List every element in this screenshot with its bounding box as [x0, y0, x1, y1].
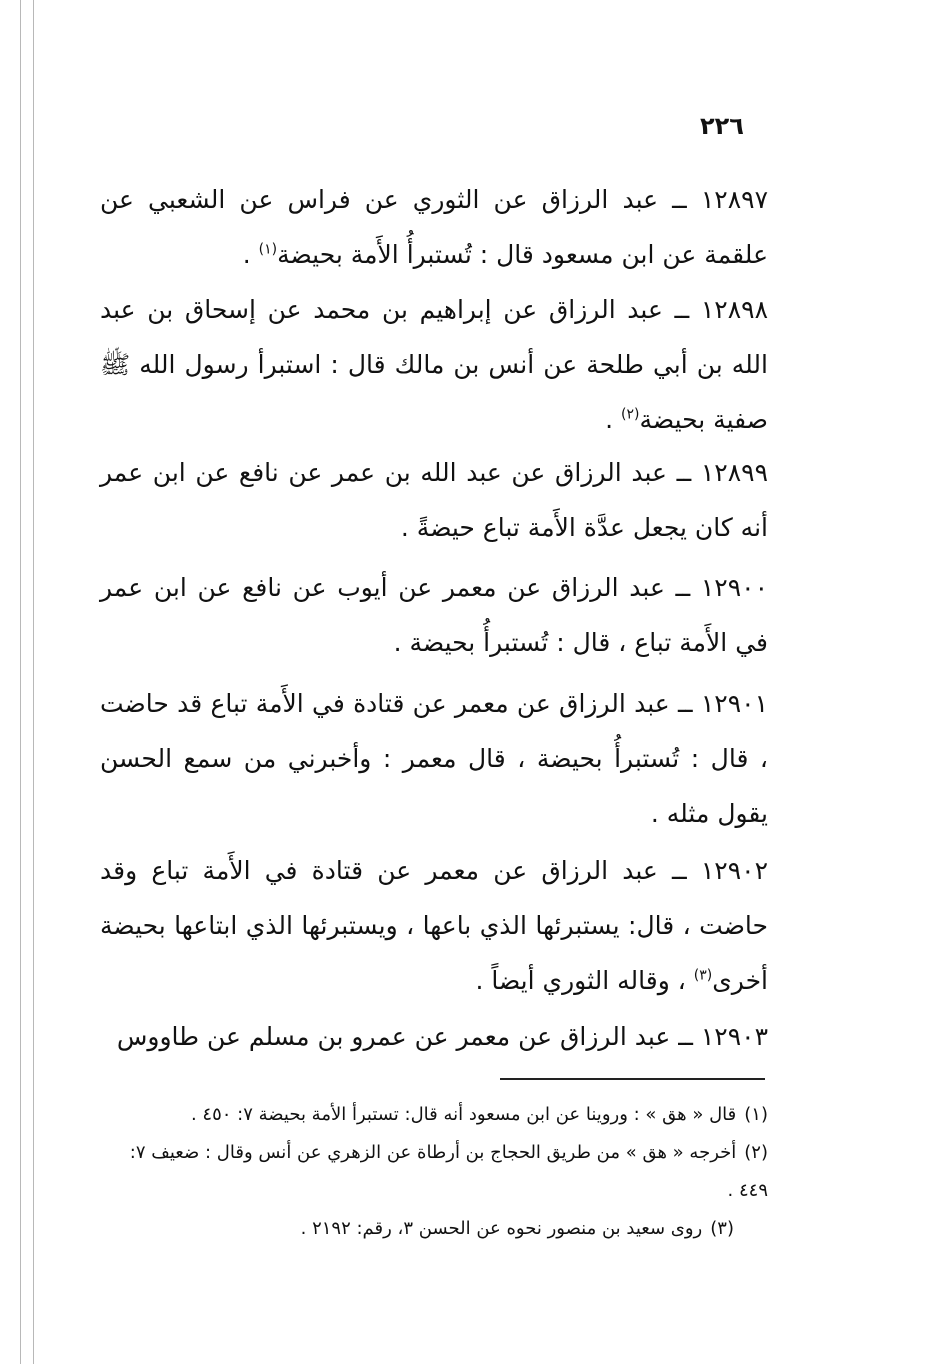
footnote-number: (١) [744, 1104, 768, 1125]
scan-edge-line [20, 0, 21, 1364]
entry-text: ١٢٩٠٢ ــ عبد الرزاق عن معمر عن قتادة في الأَمة تباع وقد حاضت ، قال: يستبرئها الذي باعها ، ويستبرئها الذي ابتاعها بحيضة أخرى [100, 856, 768, 995]
hadith-entry [100, 445, 768, 555]
entry-text: ١٢٨٩٨ ــ عبد الرزاق عن إبراهيم بن محمد عن إسحاق بن عبد الله بن أبي طلحة عن أنس بن مالك قال : استبرأ رسول الله ﷺ صفية بحيضة [100, 295, 768, 434]
hadith-entry [100, 843, 768, 1008]
footnote-number: (٣) [710, 1218, 734, 1239]
entry-end: . [242, 240, 259, 269]
scan-edge-line [33, 0, 34, 1364]
entry-text: ١٢٨٩٧ ــ عبد الرزاق عن الثوري عن فراس عن الشعبي عن علقمة عن ابن مسعود قال : تُستبرأُ الأَمة بحيضة [100, 185, 768, 269]
page-number: ٢٢٦ [700, 112, 744, 140]
entry-end: . [605, 405, 622, 434]
hadith-entry [100, 1009, 768, 1064]
entry-text: ١٢٩٠١ ــ عبد الرزاق عن معمر عن قتادة في الأَمة تباع قد حاضت ، قال : تُستبرأُ بحيضة ، قال معمر : وأخبرني من سمع الحسن يقول مثله . [100, 689, 768, 828]
entry-text: ١٢٨٩٩ ــ عبد الرزاق عن عبد الله بن عمر عن نافع عن ابن عمر أنه كان يجعل عدَّة الأَمة تباع حيضةً . [100, 458, 768, 542]
footnote-text: قال « هق » : وروينا عن ابن مسعود أنه قال: تستبرأ الأمة بحيضة ٧: ٤٥٠ . [190, 1104, 737, 1125]
footnote-text: روى سعيد بن منصور نحوه عن الحسن ٣، رقم: ٢١٩٢ . [300, 1218, 703, 1239]
footnotes [100, 1096, 768, 1248]
hadith-entry [100, 172, 768, 282]
entry-text: ١٢٩٠٣ ــ عبد الرزاق عن معمر عن عمرو بن مسلم عن طاووس [116, 1022, 768, 1051]
entry-text: ١٢٩٠٠ ــ عبد الرزاق عن معمر عن أيوب عن نافع عن ابن عمر في الأَمة تباع ، قال : تُستبرأُ بحيضة . [100, 573, 768, 657]
footnote-separator [500, 1078, 765, 1080]
footnote [100, 1210, 768, 1248]
footnote-number: (٢) [744, 1142, 768, 1163]
footnote-ref: (١) [258, 241, 278, 258]
footnote-ref: (٢) [621, 406, 640, 423]
hadith-entry [100, 676, 768, 841]
hadith-entry [100, 282, 768, 447]
entry-end: ، وقاله الثوري أيضاً . [475, 966, 694, 995]
hadith-entry [100, 560, 768, 670]
footnote-text: أخرجه « هق » من طريق الحجاج بن أرطاة عن الزهري عن أنس وقال : ضعيف ٧: ٤٤٩ . [129, 1142, 768, 1201]
footnote [100, 1134, 768, 1210]
footnote [100, 1096, 768, 1134]
footnote-ref: (٣) [693, 967, 713, 984]
